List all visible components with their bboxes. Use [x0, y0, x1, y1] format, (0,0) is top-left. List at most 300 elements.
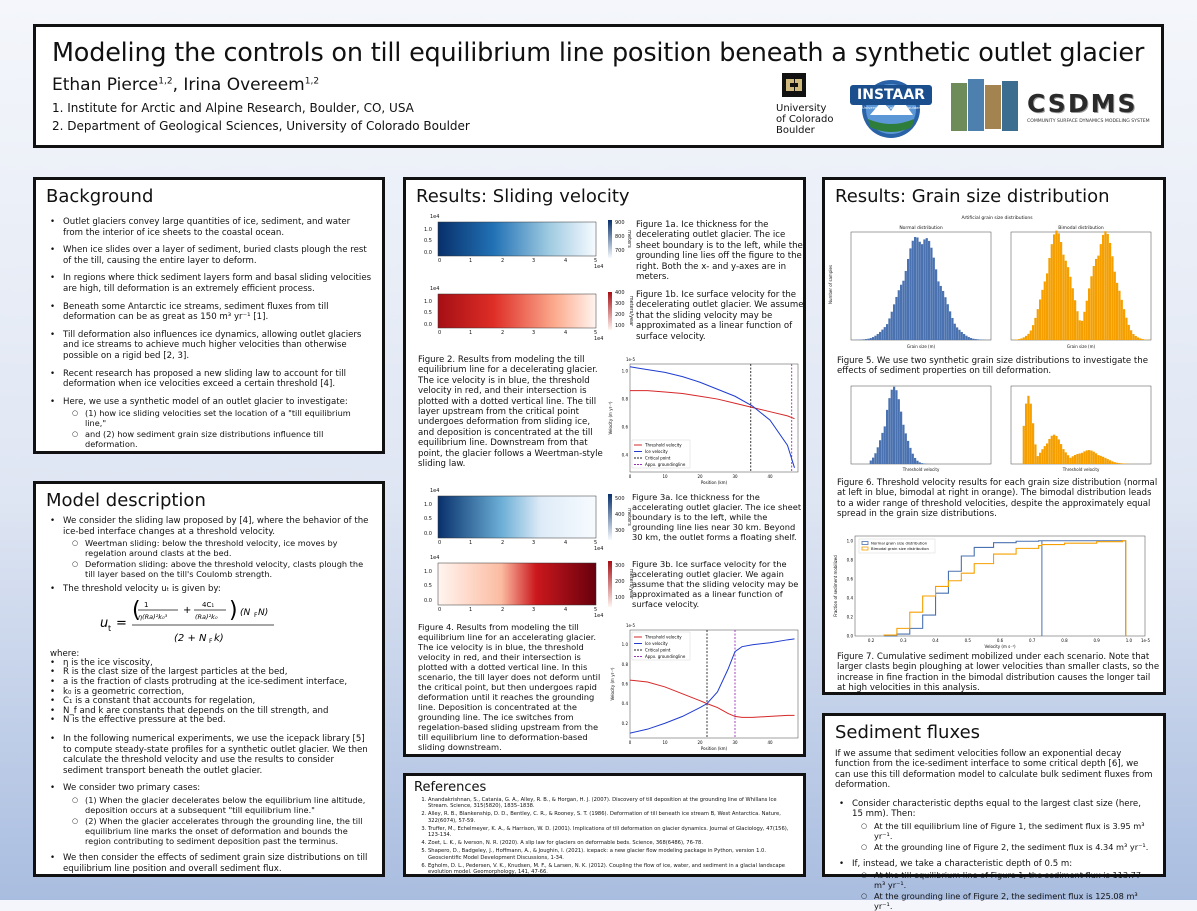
bimodal-threshold-hist-bar	[1088, 450, 1090, 464]
fig4-chart	[608, 622, 804, 756]
fig1b-xtick: 1	[469, 330, 472, 336]
normal-threshold-hist-bar	[902, 425, 904, 464]
fig1b-ytick: 1.0	[424, 299, 432, 305]
fig1b-exp: 1e4	[430, 286, 439, 292]
fig1a-ytick: 0.0	[424, 250, 432, 256]
normal-hist-bar	[914, 237, 916, 340]
bimodal-threshold-hist-bar	[1095, 453, 1097, 464]
legend-label: Critical point	[645, 648, 671, 653]
fig7-x-tick: 0.3	[900, 638, 907, 643]
normal-threshold-hist-bar	[888, 398, 890, 464]
fig1a-xtick: 0	[438, 258, 441, 264]
bimodal-threshold-hist-bar	[1032, 423, 1034, 464]
normal-hist-bar	[888, 318, 890, 340]
bimodal-hist-bar	[1135, 336, 1137, 340]
background-bullet-text: Here, we use a synthetic model of an outlet glacier to investigate:	[63, 397, 348, 407]
fig7-x-tick: 0.9	[1093, 638, 1100, 643]
bimodal-threshold-hist-bar	[1118, 463, 1120, 464]
bimodal-hist-bar	[1032, 325, 1034, 340]
fig1b-heatmap	[414, 286, 636, 342]
fluxes-sub-bullet: ○ At the grounding line of Figure 2, the sediment flux is 4.34 m³ yr⁻¹.	[852, 842, 1153, 852]
model-title: Model description	[46, 490, 382, 511]
csdms-text: CSDMS	[1027, 89, 1137, 118]
normal-threshold-hist-bar	[870, 460, 872, 464]
fig3b-heatmap	[414, 555, 636, 619]
bimodal-threshold-hist-bar	[1102, 457, 1104, 464]
bimodal-threshold-hist-bar	[1069, 458, 1071, 464]
normal-hist-bar	[912, 241, 914, 340]
normal-hist-bar	[968, 337, 970, 340]
colorbar-tick: 200	[615, 312, 625, 318]
fig5-caption: Figure 5. We use two synthetic grain size distributions to investigate the effects of sediment properties on till deformation.	[837, 356, 1161, 377]
fig4-plot	[608, 622, 804, 756]
bimodal-hist-bar	[1118, 291, 1120, 340]
bimodal-hist-bar	[1130, 330, 1132, 340]
bimodal-threshold-hist-bar	[1100, 456, 1102, 464]
normal-hist-bar	[907, 259, 909, 340]
normal-threshold-hist-bar	[909, 448, 911, 464]
fluxes-intro: If we assume that sediment velocities follow an exponential decay function from the ice-sediment interface to some critical depth [6], we can use this till deformation model to calculate bulk sediment fluxes from deformation.	[835, 749, 1153, 791]
bimodal-threshold-hist-bar	[1039, 453, 1041, 464]
fig7-x-tick: 0.6	[997, 638, 1004, 643]
normal-threshold-hist-bar	[891, 390, 893, 464]
bimodal-hist-bar	[1095, 259, 1097, 340]
normal-hist-bar	[916, 237, 918, 340]
bimodal-hist-bar	[1083, 312, 1085, 340]
fig7-y-tick: 1.0	[847, 538, 854, 543]
reference-item: 2. Alley, R. B., Blankenship, D. D., Bentley, C. R., & Rooney, S. T. (1986). Deformation of till beneath ice stream B, West Antarctica. Nature, 322(6074), 57-59.	[428, 811, 795, 823]
normal-hist-bar	[865, 339, 867, 340]
model-bullet: • We then consider the effects of sediment grain size distributions on till equilibrium line position and overall sediment flux.	[50, 853, 372, 874]
author-line: Ethan Pierce$^{1,2}$, Irina Overeem$^{1,2}$	[52, 75, 319, 95]
svg-text:1: 1	[144, 601, 148, 609]
x-axis-label: Position (km)	[701, 746, 728, 751]
bimodal-threshold-hist-bar	[1086, 450, 1088, 464]
fluxes-bullet-text: Consider characteristic depths equal to the largest clast size (here, 15 mm). Then:	[852, 799, 1141, 820]
bimodal-threshold-hist-bar	[1034, 444, 1036, 464]
bimodal-hist-bar	[1062, 255, 1064, 340]
fig1b-xtick: 0	[438, 330, 441, 336]
fig1a-ytick: 0.5	[424, 238, 432, 244]
colorbar-label: meters	[626, 508, 632, 526]
bimodal-hist-bar	[1081, 321, 1083, 340]
reference-item: 4. Zoet, L. K., & Iverson, N. R. (2020). A slip law for glaciers on deformable beds. Science, 368(6486), 76-78.	[428, 840, 795, 846]
csdms-mosaic-icon	[951, 79, 1021, 135]
fig1b-xexp: 1e4	[594, 336, 603, 342]
normal-hist-bar	[893, 304, 895, 340]
poster-title: Modeling the controls on till equilibrium line position beneath a synthetic outlet glacier	[52, 38, 1144, 68]
normal-hist-bar	[900, 285, 902, 340]
normal-hist-bar	[954, 324, 956, 340]
normal-hist-bar	[933, 258, 935, 340]
normal-hist-bar	[975, 339, 977, 340]
bimodal-hist-bar	[1027, 334, 1029, 340]
legend-label: Threshold velocity	[644, 443, 682, 448]
where-item: • k₀ is a geometric correction,	[50, 688, 372, 698]
fig7-x-tick: 0.5	[965, 638, 972, 643]
fig1a-exp: 1e4	[430, 214, 439, 220]
bimodal-threshold-hist-bar	[1067, 455, 1069, 464]
cu-logo-line: of Colorado	[776, 114, 846, 125]
colorbar-tick: 700	[615, 248, 625, 254]
fig3b-xexp: 1e4	[594, 613, 603, 619]
normal-hist-bar	[891, 312, 893, 340]
fig3b-map	[414, 555, 636, 619]
grain-panel	[822, 177, 1166, 695]
sliding-title: Results: Sliding velocity	[416, 186, 803, 207]
colorbar-tick: 900	[615, 220, 625, 226]
bimodal-hist-bar	[1025, 336, 1027, 340]
reference-item: 3. Truffer, M., Echelmeyer, K. A., & Harrison, W. D. (2001). Implications of till deformation on glacier dynamics. Journal of Glaciology, 47(156), 123-134.	[428, 826, 795, 838]
fig5-title-normal: Normal distribution	[851, 226, 991, 231]
fig1b-map	[414, 286, 636, 342]
svg-text:k): k)	[214, 633, 224, 644]
normal-hist-bar	[928, 241, 930, 340]
bimodal-hist-bar	[1093, 266, 1095, 340]
fig1a-caption: Figure 1a. Ice thickness for the decelerating outlet glacier. The ice sheet boundary is to the left, while the grounding line lies off the figure to the right. Both the x- and y-axes are in meters.	[636, 220, 804, 282]
y-exponent: 1e-5	[626, 357, 635, 362]
fig3b-xtick: 0	[438, 607, 441, 613]
fig7-x-tick: 0.7	[1029, 638, 1036, 643]
bimodal-hist-bar	[1023, 337, 1025, 340]
normal-hist-bar	[942, 291, 944, 340]
bimodal-hist-bar	[1104, 231, 1106, 340]
bimodal-hist-bar	[1044, 281, 1046, 340]
normal-hist-bar	[919, 242, 921, 340]
bimodal-hist-bar	[1053, 234, 1055, 340]
model-bullet	[50, 516, 372, 579]
model-bullet: • The threshold velocity uₜ is given by:	[50, 584, 372, 595]
normal-hist-bar	[874, 336, 876, 340]
bimodal-hist-bar	[1109, 243, 1111, 340]
normal-threshold-hist-bar	[919, 462, 921, 464]
fluxes-panel	[822, 713, 1166, 877]
svg-text:F: F	[254, 612, 258, 619]
bimodal-hist-bar	[1058, 233, 1060, 340]
fig3a-exp: 1e4	[430, 488, 439, 494]
bimodal-threshold-hist-bar	[1114, 462, 1116, 464]
where-item: • a is the fraction of clasts protruding at the ice-sediment interface,	[50, 678, 372, 688]
bimodal-threshold-hist-bar	[1025, 404, 1027, 464]
normal-hist-bar	[947, 304, 949, 340]
author-aff: 1,2	[158, 76, 172, 86]
fig3a-ytick: 1.0	[424, 502, 432, 508]
y-axis-label: Velocity (m yr⁻¹)	[608, 401, 613, 434]
fig3b-ytick: 1.0	[424, 569, 432, 575]
background-bullet: • Till deformation also influences ice dynamics, allowing outlet glaciers and ice streams to achieve much higher velocities than otherwise possible on a rigid bed [2, 3].	[50, 330, 372, 362]
bimodal-hist-bar	[1142, 339, 1144, 340]
y-tick-label: 0.4	[622, 701, 629, 706]
normal-hist-bar	[895, 297, 897, 340]
bimodal-hist-bar	[1069, 277, 1071, 340]
bimodal-threshold-hist-bar	[1076, 454, 1078, 464]
author-name: Ethan Pierce	[52, 75, 158, 95]
normal-threshold-hist-bar	[912, 454, 914, 464]
fig5-plot	[831, 212, 1163, 354]
fluxes-list	[825, 799, 1163, 911]
normal-hist-bar	[970, 338, 972, 340]
bimodal-threshold-hist-bar	[1046, 443, 1048, 464]
bimodal-hist-bar	[1037, 309, 1039, 340]
fig7-plot	[831, 528, 1163, 652]
bimodal-threshold-hist-bar	[1055, 436, 1057, 464]
where-list	[36, 659, 382, 726]
author-aff: 1,2	[305, 76, 319, 86]
background-panel	[33, 177, 385, 454]
instaar-text: INSTAAR	[852, 87, 930, 103]
bimodal-hist-bar	[1076, 311, 1078, 340]
normal-hist-bar	[863, 339, 865, 340]
fig1a-map	[414, 214, 636, 270]
bimodal-hist-bar	[1111, 256, 1113, 340]
colorbar-tick: 800	[615, 234, 625, 240]
instaar-sub: University of Colorado Boulder	[858, 105, 924, 110]
bimodal-threshold-hist-bar	[1030, 404, 1032, 464]
bimodal-hist-bar	[1039, 299, 1041, 340]
bimodal-threshold-hist-bar	[1058, 439, 1060, 464]
normal-threshold-hist-bar	[905, 433, 907, 464]
svg-text:(: (	[132, 598, 141, 623]
fig3b-xtick: 2	[501, 607, 504, 613]
bimodal-hist-bar	[1034, 318, 1036, 340]
x-tick-label: 0	[629, 474, 632, 479]
bimodal-threshold-hist-bar	[1093, 452, 1095, 464]
fig5-xlabel: Grain size (m)	[1011, 344, 1151, 349]
normal-threshold-hist-bar	[900, 412, 902, 464]
fluxes-title: Sediment fluxes	[835, 722, 1163, 743]
csdms-sub: COMMUNITY SURFACE DYNAMICS MODELING SYSTEM	[1027, 119, 1150, 124]
fig3b-ytick: 0.5	[424, 583, 432, 589]
equation-graphic	[98, 597, 328, 649]
normal-hist-bar	[944, 297, 946, 340]
background-bullet: • In regions where thick sediment layers form and basal sliding velocities are high, till deformation is an extremely efficient process.	[50, 273, 372, 294]
normal-hist-bar	[965, 336, 967, 340]
fig2-plot	[606, 356, 804, 488]
bimodal-threshold-hist-bar	[1072, 456, 1074, 464]
normal-threshold-hist-frame	[851, 386, 991, 464]
fig1b-xtick: 2	[501, 330, 504, 336]
y-tick-label: 0.4	[622, 453, 629, 458]
fig3a-map	[414, 488, 636, 552]
fig3a-xtick: 1	[469, 540, 472, 546]
legend-label: Ice velocity	[645, 641, 668, 646]
fig7-y-label: Fraction of sediment mobilized	[833, 555, 838, 617]
bimodal-hist-bar	[1020, 338, 1022, 340]
colorbar-label: meters	[626, 230, 632, 248]
y-tick-label: 1.0	[622, 642, 629, 647]
references-title: References	[414, 780, 803, 795]
fluxes-sub-bullet: ○ At the till equilibrium line of Figure 1, the sediment flux is 3.95 m³ yr⁻¹.	[852, 821, 1153, 841]
normal-hist-bar	[881, 330, 883, 340]
normal-hist-bar	[961, 332, 963, 340]
legend-label: Appx. groundingline	[645, 462, 686, 467]
fig1b-caption: Figure 1b. Ice surface velocity for the decelerating outlet glacier. We assume that the sliding velocity may be approximated as a linear function of surface velocity.	[636, 290, 804, 342]
y-tick-label: 0.6	[622, 682, 629, 687]
affiliation-2: 2. Department of Geological Sciences, University of Colorado Boulder	[52, 119, 470, 133]
fig1b-xtick: 4	[564, 330, 567, 336]
bimodal-hist-bar	[1116, 283, 1118, 340]
bimodal-hist-bar	[1074, 300, 1076, 340]
fig7-chart	[831, 528, 1163, 652]
bimodal-hist-bar	[1128, 325, 1130, 340]
fig3b-xtick: 1	[469, 607, 472, 613]
where-label: where:	[50, 649, 382, 659]
bimodal-hist-bar	[1055, 231, 1057, 340]
bimodal-threshold-hist-bar	[1074, 455, 1076, 464]
x-tick-label: 20	[697, 474, 703, 479]
svg-text:N): N)	[258, 608, 268, 618]
where-item: • N is the effective pressure at the bed.	[50, 716, 372, 726]
fig1b-ytick: 0.0	[424, 322, 432, 328]
fig6-chart	[831, 382, 1163, 478]
reference-item: 6. Egholm, D. L., Pedersen, V. K., Knudsen, M. F., & Larsen, N. K. (2012). Coupling the flow of ice, water, and sediment in a glacial landscape evolution model. Geomorphology, 141, 47-66.	[428, 863, 795, 875]
normal-hist-bar	[935, 269, 937, 340]
references-panel	[403, 773, 806, 877]
fig3a-caption: Figure 3a. Ice thickness for the accelerating outlet glacier. The ice sheet boundary is to the left, while the grounding line lies near 30 km. Beyond 30 km, the outlet forms a floating shelf.	[632, 492, 804, 542]
fig5-chart	[831, 212, 1163, 354]
background-bullet	[50, 397, 372, 450]
instaar-logo	[848, 71, 934, 141]
svg-text:t: t	[108, 624, 111, 633]
legend-label: Appx. groundingline	[645, 654, 686, 659]
normal-hist-bar	[972, 339, 974, 340]
normal-hist-bar	[877, 334, 879, 340]
fig7-y-tick: 0.4	[847, 595, 854, 600]
svg-text:u: u	[100, 616, 108, 631]
normal-hist-bar	[930, 248, 932, 340]
bimodal-threshold-hist-bar	[1060, 444, 1062, 464]
bimodal-hist-bar	[1051, 244, 1053, 340]
bimodal-threshold-hist-bar	[1083, 451, 1085, 464]
normal-threshold-hist-bar	[874, 453, 876, 464]
svg-text:(Ra)²k₀: (Ra)²k₀	[195, 613, 218, 621]
normal-hist-bar	[902, 281, 904, 340]
fig6-plot	[831, 382, 1163, 478]
fig3b-xtick: 4	[564, 607, 567, 613]
colorbar-tick: 100	[615, 595, 625, 601]
model-sub-bullet: ○ (2) When the glacier accelerates through the grounding line, the till equilibrium line marks the onset of deformation and bounds the region contributing to sediment deposition past the terminus.	[63, 816, 372, 846]
fig1b-xtick: 3	[532, 330, 535, 336]
bimodal-threshold-hist-bar	[1121, 463, 1123, 464]
colorbar-tick: 400	[615, 512, 625, 518]
background-bullet: • Beneath some Antarctic ice streams, sediment fluxes from till deformation can be as great as 150 m³ yr⁻¹ [1].	[50, 302, 372, 323]
y-tick-label: 0.8	[622, 662, 629, 667]
fig1a-xtick: 2	[501, 258, 504, 264]
normal-threshold-hist-bar	[895, 390, 897, 464]
bimodal-hist-bar	[1086, 301, 1088, 340]
fluxes-bullet	[839, 799, 1153, 852]
x-tick-label: 40	[767, 474, 773, 479]
y-tick-label: 0.6	[622, 425, 629, 430]
normal-threshold-hist-bar	[898, 399, 900, 464]
fig7-y-tick: 0.0	[847, 634, 854, 639]
bimodal-hist-bar	[1090, 276, 1092, 340]
background-sub-bullet: ○ (1) how ice sliding velocities set the location of a "till equilibrium line,"	[63, 408, 372, 428]
normal-hist-bar	[870, 338, 872, 340]
normal-hist-bar	[921, 244, 923, 340]
fig5-ylabel: Number of samples	[828, 265, 833, 304]
y-tick-label: 1.0	[622, 369, 629, 374]
normal-hist-bar	[949, 311, 951, 340]
fig7-x-tick: 0.8	[1061, 638, 1068, 643]
background-title: Background	[46, 186, 382, 207]
bimodal-hist-bar	[1079, 320, 1081, 340]
bimodal-hist-bar	[1121, 300, 1123, 340]
author-name: Irina Overeem	[183, 75, 304, 95]
normal-threshold-hist-bar	[916, 461, 918, 464]
svg-text:=: =	[116, 616, 127, 631]
colorbar-tick: 300	[615, 528, 625, 534]
normal-hist-bar	[884, 327, 886, 340]
fig3a-xtick: 5	[594, 540, 597, 546]
bimodal-threshold-hist-bar	[1109, 460, 1111, 464]
affiliation-1: 1. Institute for Arctic and Alpine Research, Boulder, CO, USA	[52, 101, 414, 115]
background-bullet: • Recent research has proposed a new sliding law to account for till deformation when ice velocities exceed a certain threshold [4].	[50, 369, 372, 390]
bimodal-hist-bar	[1114, 272, 1116, 340]
bimodal-hist-bar	[1123, 309, 1125, 340]
bimodal-threshold-hist-bar	[1037, 456, 1039, 464]
bimodal-hist-bar	[1125, 318, 1127, 340]
bimodal-threshold-hist-bar	[1041, 449, 1043, 464]
normal-hist-bar	[951, 318, 953, 340]
x-tick-label: 30	[732, 740, 738, 745]
bimodal-threshold-hist-bar	[1104, 458, 1106, 464]
bimodal-hist-bar	[1041, 290, 1043, 340]
bimodal-threshold-hist-bar	[1097, 455, 1099, 464]
y-tick-label: 0.2	[622, 721, 629, 726]
fig7-y-tick: 0.8	[847, 557, 854, 562]
fig5-suptitle: Artificial grain size distributions	[831, 216, 1163, 221]
fig3a-xtick: 2	[501, 540, 504, 546]
bimodal-hist-bar	[1100, 244, 1102, 340]
bimodal-threshold-hist-bar	[1023, 426, 1025, 464]
bimodal-threshold-hist-bar	[1065, 452, 1067, 464]
model-panel	[33, 481, 385, 877]
svg-text:F: F	[209, 638, 213, 645]
normal-threshold-hist-bar	[879, 440, 881, 464]
csdms-logo	[951, 79, 1156, 137]
bimodal-threshold-hist-bar	[1044, 446, 1046, 464]
fig7-x-tick: 0.4	[932, 638, 939, 643]
threshold-equation	[98, 597, 382, 649]
fig3a-xtick: 0	[438, 540, 441, 546]
fig4-caption: Figure 4. Results from modeling the till equilibrium line for an accelerating glacier. The ice velocity is in blue, the threshold velocity in red, and their intersection is plotted with a dotted vertical line. In this scenario, the till layer does not deform until the critical point, but then undergoes rapid deformation until it reaches the grounding line. Deposition is concentrated at the grounding line. The ice switches from regelation-based sliding upstream from the till equilibrium line to deformation-based sliding downstream.	[418, 622, 608, 752]
normal-threshold-hist-bar	[886, 410, 888, 464]
bimodal-threshold-hist-bar	[1062, 449, 1064, 464]
bimodal-hist-bar	[1067, 267, 1069, 340]
normal-hist-bar	[905, 271, 907, 340]
x-tick-label: 30	[732, 474, 738, 479]
model-list-2	[36, 734, 382, 874]
bimodal-hist-bar	[1132, 334, 1134, 340]
fig5-xlabel: Grain size (m)	[851, 344, 991, 349]
normal-threshold-hist-bar	[877, 447, 879, 464]
where-item: • η is the ice viscosity,	[50, 659, 372, 669]
fig3a-heatmap	[414, 488, 636, 552]
fig7-legend-label: Bimodal grain size distribution	[871, 546, 929, 551]
where-item: • C₁ is a constant that accounts for regelation,	[50, 697, 372, 707]
normal-threshold-hist-bar	[914, 458, 916, 464]
background-sub-bullet: ○ and (2) how sediment grain size distributions influence till deformation.	[63, 429, 372, 449]
y-exponent: 1e-5	[626, 623, 635, 628]
fig2-chart	[606, 356, 804, 488]
colorbar-tick: 400	[615, 290, 625, 296]
bimodal-hist-bar	[1088, 288, 1090, 340]
legend-label: Ice velocity	[645, 449, 668, 454]
bimodal-threshold-hist-bar	[1053, 435, 1055, 464]
normal-hist-bar	[867, 339, 869, 340]
cu-boulder-logo	[776, 71, 846, 136]
